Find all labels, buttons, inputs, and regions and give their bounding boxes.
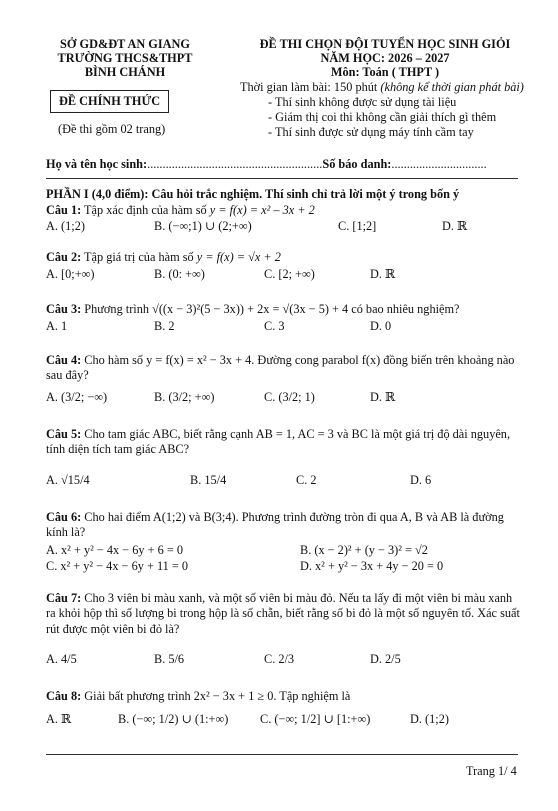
time: Thời gian làm bài: 150 phút xyxy=(240,80,378,94)
question-7: Câu 7: Cho 3 viên bi màu xanh, và một số viên bi màu đỏ. Nếu ta lấy đi một viên bi màu xanh ra khỏi hộp thì số lượng bi trong hộp là số chẵn, biết rằng số bi đỏ là một số nguyên tố. Xác suất rút được một viên bi đỏ là? xyxy=(46,591,520,636)
subject: Môn: Toán ( THPT ) xyxy=(330,65,440,79)
q3-option-a[interactable]: A. 1 xyxy=(46,319,68,333)
q6-option-a[interactable]: A. x² + y² − 4x − 6y + 6 = 0 xyxy=(46,543,184,557)
q1-option-c[interactable]: C. [1;2] xyxy=(338,219,377,233)
q7-options xyxy=(46,652,520,670)
school-name: TRƯỜNG THCS&THPT xyxy=(57,51,193,65)
id-dots: ............................... xyxy=(391,157,487,171)
q5-options xyxy=(46,473,520,491)
q4-options xyxy=(46,390,520,412)
page-number: Trang 1/ 4 xyxy=(466,764,517,778)
q7-option-b[interactable]: B. 5/6 xyxy=(154,652,185,666)
q3-option-d[interactable]: D. 0 xyxy=(370,319,392,333)
q2-options xyxy=(46,267,520,285)
question-5: Câu 5: Cho tam giác ABC, biết rằng cạnh AB = 1, AC = 3 và BC là một giá trị độ dài nguyên, tính diện tích tam giác ABC? xyxy=(46,427,511,457)
q8-options xyxy=(46,712,520,730)
q1-option-a[interactable]: A. (1;2) xyxy=(46,219,85,233)
q7-option-d[interactable]: D. 2/5 xyxy=(370,652,401,666)
q5-option-c[interactable]: C. 2 xyxy=(296,473,317,487)
name-label: Họ và tên học sinh: xyxy=(46,157,148,171)
rule-3: - Thí sinh được sử dụng máy tính cầm tay xyxy=(268,125,474,139)
id-label: Số báo danh: xyxy=(322,157,392,171)
exam-title: ĐỀ THI CHỌN ĐỘI TUYỂN HỌC SINH GIỎI xyxy=(259,37,511,51)
q3-options xyxy=(46,319,520,337)
time-note: (không kể thời gian phát bài) xyxy=(380,80,524,94)
divider-bottom xyxy=(46,754,518,755)
q4-option-b[interactable]: B. (3/2; +∞) xyxy=(154,390,215,404)
q4-option-a[interactable]: A. (3/2; −∞) xyxy=(46,390,108,404)
rule-2: - Giám thị coi thi không cần giải thích gì thêm xyxy=(268,110,497,124)
question-2: Câu 2: Tập giá trị của hàm số y = f(x) = √x + 2 xyxy=(46,250,281,264)
question-8: Câu 8: Giải bất phương trình 2x² − 3x + 1 ≥ 0. Tập nghiệm là xyxy=(46,689,351,703)
q2-option-d[interactable]: D. ℝ xyxy=(370,267,396,281)
student-info-line xyxy=(46,157,487,172)
official-badge: ĐỀ CHÍNH THỨC xyxy=(50,90,169,113)
q1-option-d[interactable]: D. ℝ xyxy=(442,219,468,233)
time-line xyxy=(240,80,524,95)
q8-option-d[interactable]: D. (1;2) xyxy=(410,712,449,726)
q3-option-c[interactable]: C. 3 xyxy=(264,319,285,333)
q6-option-c[interactable]: C. x² + y² − 4x − 6y + 11 = 0 xyxy=(46,559,189,573)
q6-option-b[interactable]: B. (x − 2)² + (y − 3)² = √2 xyxy=(300,543,428,557)
question-6: Câu 6: Cho hai điểm A(1;2) và B(3;4). Phương trình đường tròn đi qua A, B và AB là đường kính là? xyxy=(46,510,504,540)
part-heading: PHẦN I (4,0 điểm): Câu hỏi trắc nghiệm. Thí sinh chỉ trả lời một ý trong bốn ý xyxy=(46,187,460,201)
question-3: Câu 3: Phương trình √((x − 3)²(5 − 3x)) + 2x = √(3x − 5) + 4 có bao nhiêu nghiệm? xyxy=(46,302,460,316)
q7-option-a[interactable]: A. 4/5 xyxy=(46,652,77,666)
q8-option-b[interactable]: B. (−∞; 1/2) ∪ (1:+∞) xyxy=(118,712,229,726)
q2-option-c[interactable]: C. [2; +∞) xyxy=(264,267,315,281)
q5-option-b[interactable]: B. 15/4 xyxy=(190,473,227,487)
page-count: (Đề thi gồm 02 trang) xyxy=(58,122,166,136)
school-year: NĂM HỌC: 2026 – 2027 xyxy=(320,51,450,65)
name-dots: ......................................................... xyxy=(147,157,323,171)
divider-top xyxy=(46,178,518,179)
rule-1: - Thí sinh không được sử dụng tài liệu xyxy=(268,95,457,109)
dept-name: SỞ GD&ĐT AN GIANG xyxy=(60,37,190,51)
school-name-2: BÌNH CHÁNH xyxy=(84,65,166,79)
question-1: Câu 1: Tập xác định của hàm số y = f(x) = x² – 3x + 2 xyxy=(46,203,315,217)
q4-option-c[interactable]: C. (3/2; 1) xyxy=(264,390,315,404)
q8-option-c[interactable]: C. (−∞; 1/2] ∪ [1:+∞) xyxy=(260,712,371,726)
q5-option-a[interactable]: A. √15/4 xyxy=(46,473,90,487)
q5-option-d[interactable]: D. 6 xyxy=(410,473,432,487)
question-4: Câu 4: Cho hàm số y = f(x) = x² − 3x + 4. Đường cong parabol f(x) đồng biến trên khoảng nào sau đây? xyxy=(46,353,515,383)
q1-option-b[interactable]: B. (−∞;1) ∪ (2;+∞) xyxy=(154,219,252,233)
q6-option-d[interactable]: D. x² + y² − 3x + 4y − 20 = 0 xyxy=(300,559,444,573)
q7-option-c[interactable]: C. 2/3 xyxy=(264,652,295,666)
q2-option-a[interactable]: A. [0;+∞) xyxy=(46,267,95,281)
q4-option-d[interactable]: D. ℝ xyxy=(370,390,396,404)
q3-option-b[interactable]: B. 2 xyxy=(154,319,175,333)
q1-options xyxy=(46,219,520,237)
q2-option-b[interactable]: B. (0: +∞) xyxy=(154,267,205,281)
q8-option-a[interactable]: A. ℝ xyxy=(46,712,72,726)
q6-options-row2 xyxy=(46,559,520,577)
